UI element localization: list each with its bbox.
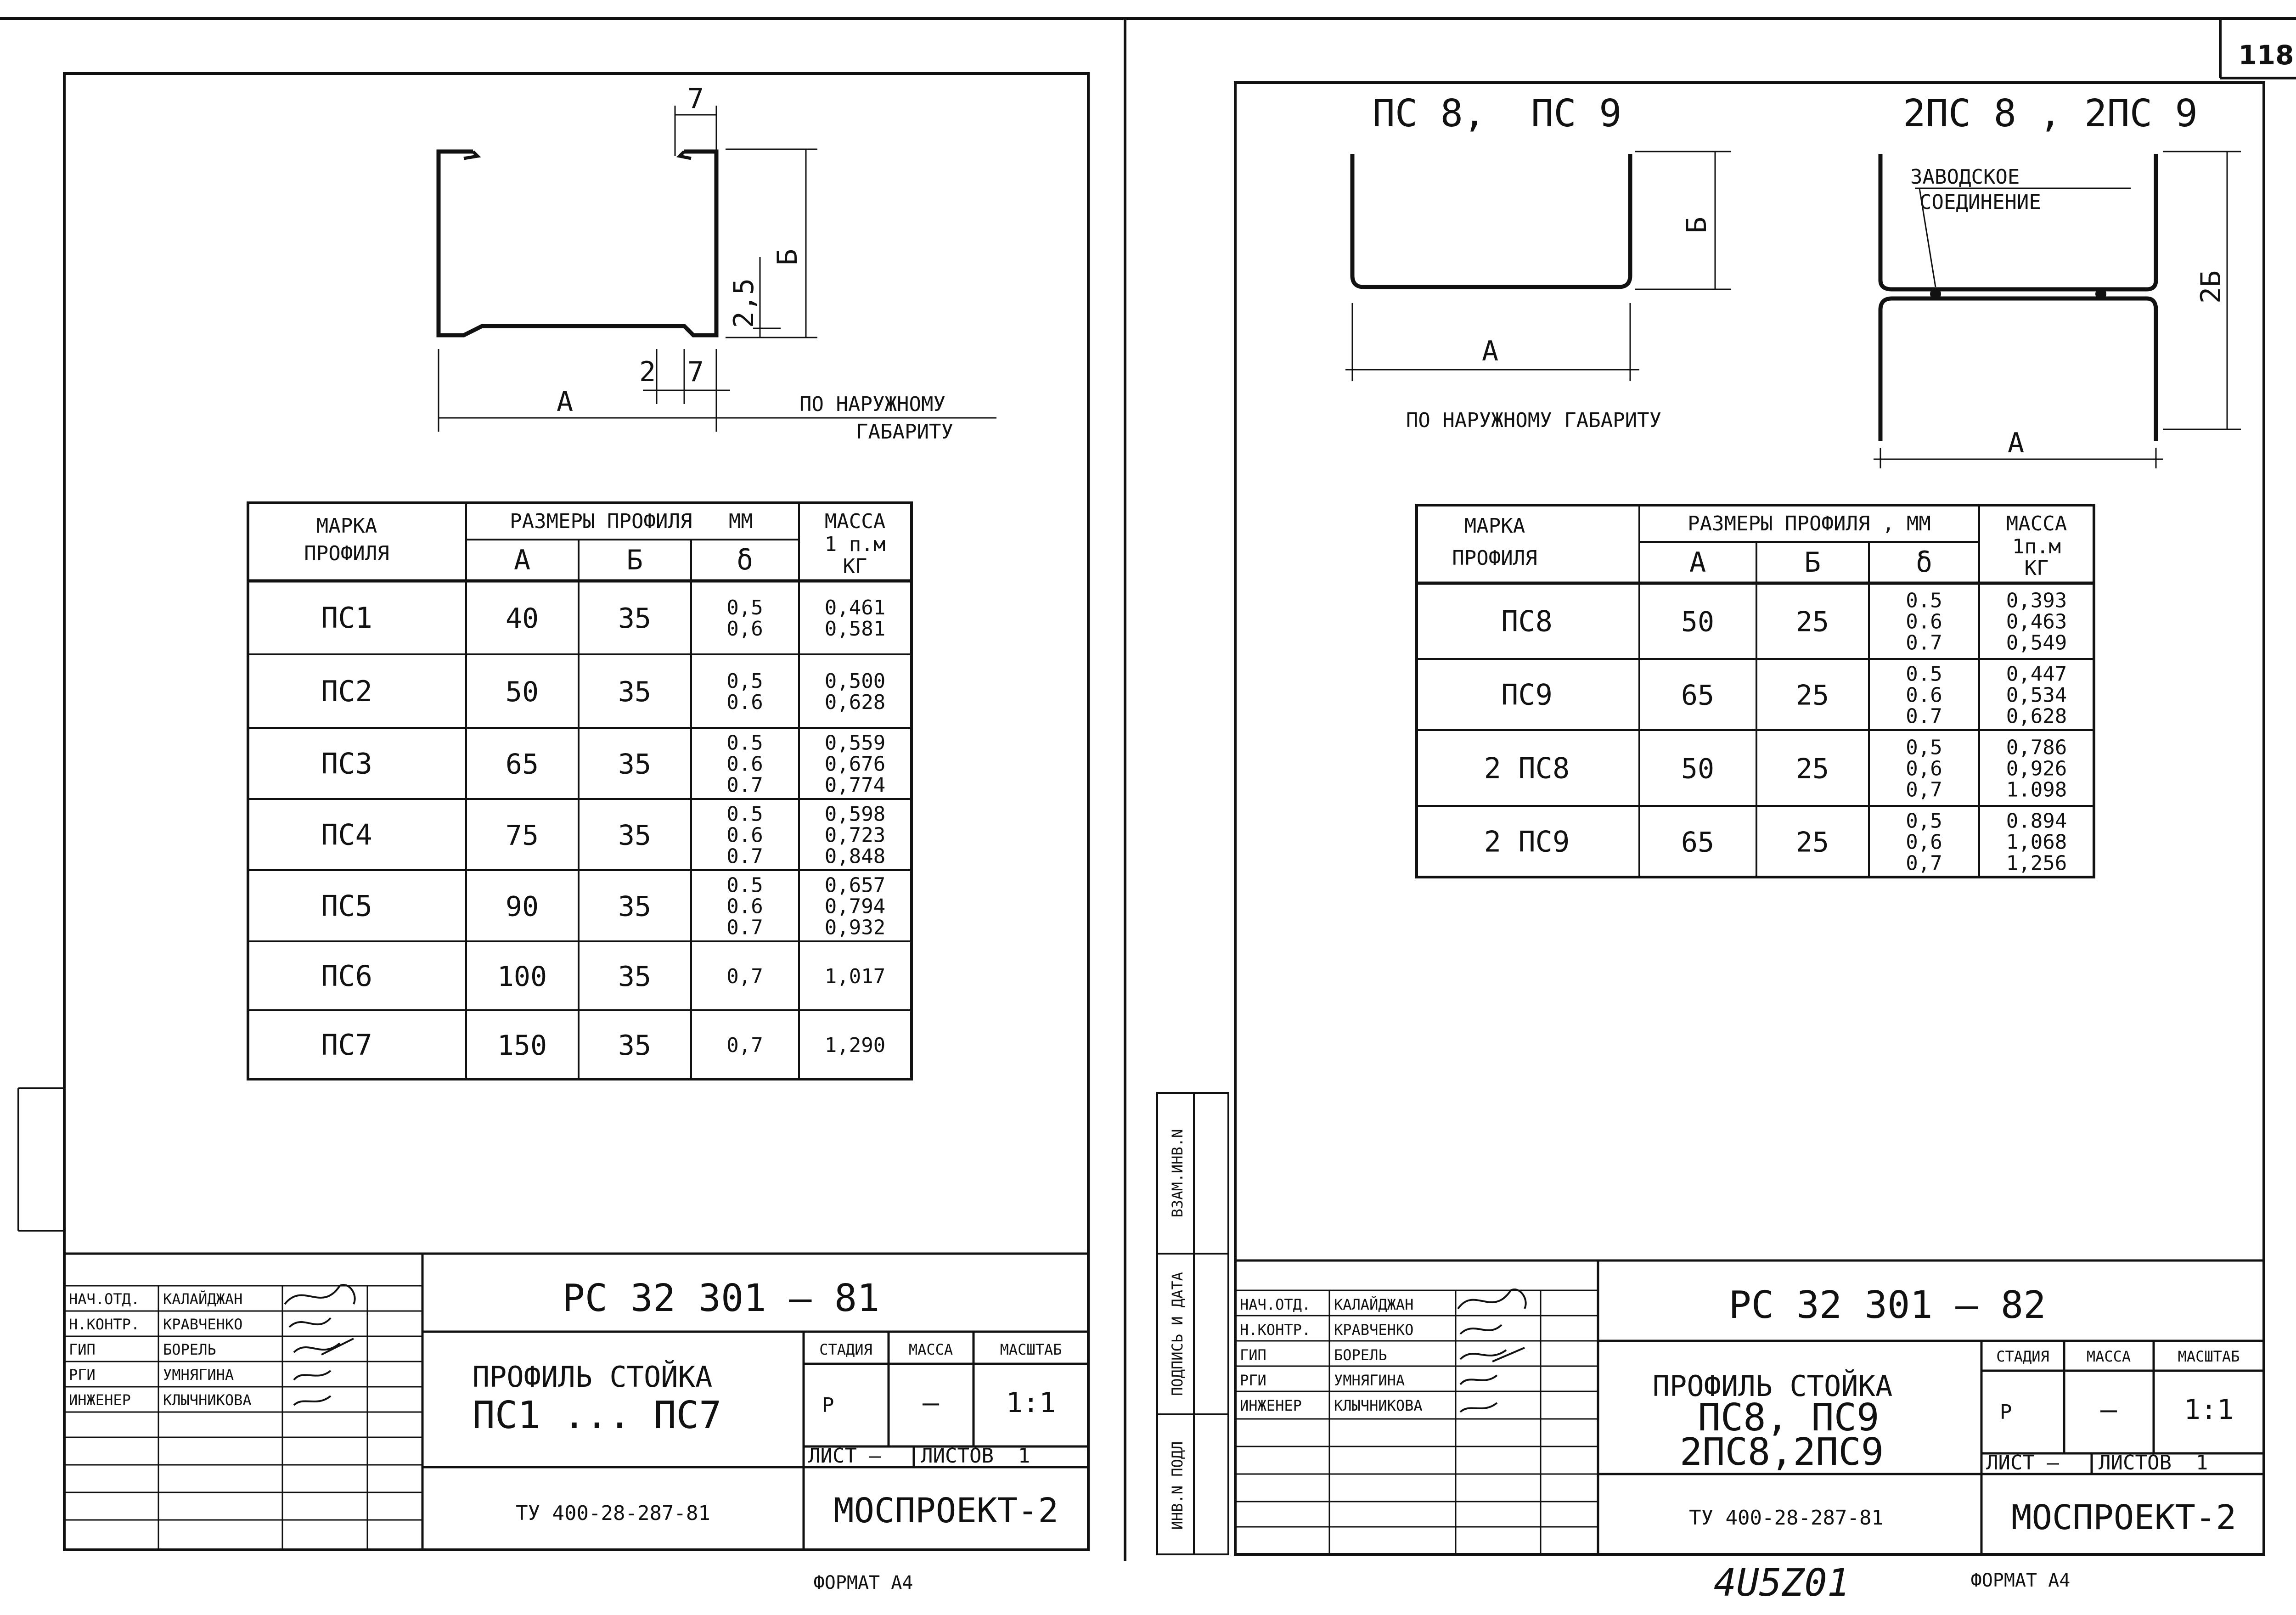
thickness-value: 0.6 [726, 895, 763, 918]
lower-channel [1880, 298, 2156, 441]
mass-value: 0,500 [824, 670, 886, 693]
dimension-a: 65 [1681, 826, 1715, 859]
profile-mark: ПС1 [321, 601, 372, 635]
left-profile-table [248, 503, 912, 1079]
mass-value: 0,447 [2006, 662, 2067, 686]
left-sheet [18, 73, 1088, 1593]
mass-value: 0,786 [2006, 736, 2067, 760]
thickness-value: 0.6 [726, 823, 763, 847]
organization: МОСПРОЕКТ-2 [833, 1491, 1059, 1531]
thickness-value: 0.7 [726, 844, 763, 868]
thickness-value: 0.6 [1906, 683, 1942, 707]
dim-bottom-b-label: 7 [687, 356, 704, 388]
profile-mark: ПС2 [321, 675, 372, 708]
mass-label: МАССА [908, 1341, 953, 1358]
dimension-a: 90 [505, 890, 539, 923]
thickness-value: 0,6 [1906, 830, 1942, 854]
organization: МОСПРОЕКТ-2 [2011, 1498, 2237, 1537]
sheet-title-2: ПС8, ПС9 [1698, 1396, 1880, 1440]
stage-label: СТАДИЯ [1996, 1348, 2049, 1365]
thickness-value: 0.6 [726, 752, 763, 776]
dim-top-label: 7 [687, 83, 704, 115]
mass-value: 0,794 [824, 895, 886, 918]
side-stamp-3: ВЗАМ.ИНВ.N [1169, 1129, 1186, 1218]
profile-mark: ПС4 [321, 818, 372, 852]
header-mass-3: КГ [2024, 557, 2049, 580]
thickness-value: 0.5 [726, 873, 763, 897]
person-name: КРАВЧЕНКО [1334, 1321, 1414, 1339]
dimension-b: 25 [1795, 753, 1829, 785]
header-mass-2: 1 п.м [824, 533, 886, 556]
header-mark-1: МАРКА [316, 514, 377, 538]
left-title-block [64, 1254, 1088, 1550]
thickness-value: 0,5 [1906, 736, 1942, 760]
sheet-title-1: ПРОФИЛЬ СТОЙКА [472, 1360, 713, 1394]
role-label: РГИ [1240, 1372, 1266, 1389]
left-profile-drawing [439, 83, 996, 444]
dimension-a: 50 [505, 676, 539, 708]
signature-rows [1240, 1296, 1423, 1414]
header-delta: δ [1915, 546, 1933, 579]
dim-width-label: А [556, 386, 574, 418]
thickness-value: 0.5 [1906, 589, 1942, 613]
outer-dims-note: ПО НАРУЖНОМУ ГАБАРИТУ [1406, 409, 1662, 432]
header-b: Б [626, 544, 643, 576]
double-dim-height: 2Б [2195, 270, 2227, 304]
mass-value: 0,657 [824, 873, 886, 897]
sheet-title-3: 2ПС8,2ПС9 [1679, 1430, 1884, 1474]
single-profile-label: ПС 8, ПС 9 [1372, 92, 1622, 135]
mass-value: 1,290 [824, 1034, 886, 1057]
header-mark-2: ПРОФИЛЯ [304, 542, 389, 565]
document-code: РС 32 301 — 82 [1728, 1283, 2046, 1327]
double-dim-width: А [2007, 427, 2025, 459]
table-body [321, 596, 885, 1062]
single-dim-height: Б [1681, 216, 1713, 234]
mass-value: 1,068 [2006, 830, 2067, 854]
dimension-b: 35 [618, 819, 652, 852]
role-label: Н.КОНТР. [1240, 1321, 1311, 1339]
header-mass-1: МАССА [2006, 512, 2067, 535]
single-dim-width: А [1481, 335, 1499, 367]
profile-mark: ПС3 [321, 747, 372, 781]
role-label: НАЧ.ОТД. [1240, 1296, 1311, 1313]
weld-point [1930, 288, 1941, 299]
dimension-a: 100 [497, 961, 547, 993]
thickness-value: 0.5 [726, 731, 763, 755]
signature-scribble [289, 1318, 331, 1327]
person-name: КАЛАЙДЖАН [1334, 1296, 1414, 1313]
thickness-value: 0,6 [1906, 757, 1942, 781]
mass-value: 0,774 [824, 773, 886, 797]
header-dims: РАЗМЕРЫ ПРОФИЛЯ , ММ [1688, 512, 1931, 535]
header-a: А [513, 544, 531, 576]
side-stamp-frame [1157, 1093, 1228, 1554]
scale-value: 1:1 [1006, 1387, 1056, 1419]
right-profile-table [1417, 505, 2094, 877]
thickness-value: 0,5 [1906, 809, 1942, 833]
single-profile-outline [1352, 154, 1630, 287]
outer-dims-note-2: ГАБАРИТУ [856, 420, 953, 444]
person-name: УМНЯГИНА [1334, 1372, 1405, 1389]
right-single-profile-drawing [1345, 92, 1731, 432]
thickness-value: 0.6 [726, 691, 763, 714]
mass-value: 0,926 [2006, 757, 2067, 781]
dimension-a: 50 [1681, 753, 1715, 785]
sheet-number: ЛИСТ — [1986, 1451, 2059, 1474]
mass-value: — [922, 1387, 940, 1419]
role-label: ГИП [69, 1341, 96, 1358]
thickness-value: 0,7 [1906, 851, 1942, 875]
dimension-a: 40 [505, 602, 539, 635]
dimension-b: 25 [1795, 679, 1829, 712]
format-label: ФОРМАТ А4 [1970, 1570, 2071, 1591]
mass-value: 0,676 [824, 752, 886, 776]
role-label: ИНЖЕНЕР [69, 1391, 131, 1409]
mass-value: 0.894 [2006, 809, 2067, 833]
page-frame-lines [0, 18, 2296, 1561]
outer-dims-note-1: ПО НАРУЖНОМУ [799, 393, 945, 416]
dimension-a: 150 [497, 1030, 547, 1062]
mass-value: 0,463 [2006, 610, 2067, 634]
stage-value: Р [2000, 1401, 2012, 1424]
mass-value: 0,534 [2006, 683, 2067, 707]
thickness-value: 0.5 [1906, 662, 1942, 686]
format-label: ФОРМАТ А4 [813, 1572, 913, 1593]
signature-scribble [1460, 1325, 1502, 1334]
signature-scribble [1460, 1375, 1497, 1384]
profile-mark: ПС9 [1501, 678, 1553, 712]
tu-reference: ТУ 400-28-287-81 [516, 1502, 710, 1525]
dimension-b: 35 [618, 748, 652, 781]
header-dims: РАЗМЕРЫ ПРОФИЛЯ ММ [510, 510, 753, 533]
dim-lip-label: 2,5 [728, 278, 760, 328]
person-name: КАЛАЙДЖАН [163, 1290, 243, 1308]
profile-mark: ПС7 [321, 1028, 372, 1062]
signature-scribble [1460, 1348, 1525, 1362]
mass-value: 1,256 [2006, 851, 2067, 875]
sheet-number: ЛИСТ — [808, 1444, 881, 1468]
scale-label: МАСШТАБ [2178, 1348, 2240, 1365]
mass-value: 0,628 [824, 691, 886, 714]
thickness-value: 0,7 [1906, 778, 1942, 802]
dim-bottom-a-label: 2 [639, 356, 656, 388]
dimension-b: 35 [618, 602, 652, 635]
dim-height-label: Б [771, 248, 804, 266]
mass-value: 0,932 [824, 916, 886, 940]
mass-value: 0,581 [824, 617, 886, 641]
thickness-value: 0.6 [1906, 610, 1942, 634]
mass-value: 0,559 [824, 731, 886, 755]
handwritten-note: 4U5Z01 [1713, 1561, 1850, 1605]
dimension-b: 25 [1795, 826, 1829, 859]
thickness-value: 0.7 [1906, 704, 1942, 728]
mass-value: 0,549 [2006, 631, 2067, 655]
mass-label: МАССА [2086, 1348, 2131, 1365]
role-label: ИНЖЕНЕР [1240, 1397, 1302, 1414]
signature-scribble [294, 1396, 331, 1405]
header-mark-2: ПРОФИЛЯ [1452, 546, 1537, 570]
mass-value: 1,017 [824, 965, 886, 988]
sheet-title-1: ПРОФИЛЬ СТОЙКА [1652, 1369, 1893, 1403]
document-code: РС 32 301 — 81 [562, 1277, 880, 1320]
header-mass-1: МАССА [824, 510, 886, 533]
header-b: Б [1804, 546, 1821, 579]
dimension-a: 65 [505, 748, 539, 781]
thickness-value: 0.7 [726, 773, 763, 797]
dimension-a: 75 [505, 819, 539, 852]
person-name: КРАВЧЕНКО [163, 1316, 243, 1333]
mass-value: 0,723 [824, 823, 886, 847]
mass-value: 0,598 [824, 802, 886, 826]
header-mass-2: 1п.м [2012, 535, 2061, 558]
dimension-b: 35 [618, 676, 652, 708]
signature-scribble [1460, 1403, 1497, 1412]
header-mass-3: КГ [843, 555, 867, 578]
mass-value: 0,393 [2006, 589, 2067, 613]
profile-outline [439, 152, 716, 335]
header-a: А [1689, 546, 1706, 579]
role-label: Н.КОНТР. [69, 1316, 140, 1333]
thickness-value: 0,5 [726, 670, 763, 693]
mass-value: 1.098 [2006, 778, 2067, 802]
mass-value: 0,628 [2006, 704, 2067, 728]
profile-mark: 2 ПС8 [1484, 751, 1570, 785]
factory-joint-note-1: ЗАВОДСКОЕ [1910, 165, 2020, 189]
weld-point [2095, 288, 2106, 299]
dimension-a: 50 [1681, 606, 1715, 638]
thickness-value: 0.7 [726, 916, 763, 940]
right-sheet [1157, 83, 2264, 1605]
header-delta: δ [736, 544, 754, 576]
sheets-total: ЛИСТОВ 1 [921, 1444, 1030, 1468]
dimension-b: 35 [618, 1030, 652, 1062]
side-stamp-2: ПОДПИСЬ И ДАТА [1169, 1272, 1186, 1396]
dimension-a: 65 [1681, 679, 1715, 712]
dimension-b: 35 [618, 961, 652, 993]
profile-mark: ПС6 [321, 959, 372, 993]
sheet-title-2: ПС1 ... ПС7 [472, 1394, 722, 1437]
right-title-block [1235, 1260, 2264, 1554]
role-label: НАЧ.ОТД. [69, 1290, 140, 1308]
dimension-b: 25 [1795, 606, 1829, 638]
double-profile-label: 2ПС 8 , 2ПС 9 [1903, 92, 2198, 135]
role-label: РГИ [69, 1366, 96, 1384]
profile-mark: 2 ПС9 [1484, 825, 1570, 859]
thickness-value: 0,5 [726, 596, 763, 619]
factory-joint-note-2: СОЕДИНЕНИЕ [1919, 191, 2041, 214]
profile-mark: ПС8 [1501, 604, 1553, 638]
thickness-value: 0.7 [1906, 631, 1942, 655]
mass-value: — [2100, 1394, 2117, 1426]
profile-mark: ПС5 [321, 889, 372, 923]
stage-label: СТАДИЯ [819, 1341, 872, 1358]
tu-reference: ТУ 400-28-287-81 [1689, 1506, 1884, 1530]
person-name: КЛЫЧНИКОВА [163, 1391, 252, 1409]
scale-label: МАСШТАБ [1000, 1341, 1062, 1358]
signature-scribble [294, 1339, 354, 1355]
thickness-value: 0,6 [726, 617, 763, 641]
dimension-b: 35 [618, 890, 652, 923]
mass-value: 0,461 [824, 596, 886, 619]
sheets-total: ЛИСТОВ 1 [2099, 1451, 2208, 1474]
left-margin-strip [18, 1088, 64, 1231]
signature-rows [69, 1290, 252, 1409]
signature-scribble [294, 1371, 331, 1380]
role-label: ГИП [1240, 1346, 1266, 1364]
person-name: БОРЕЛЬ [163, 1341, 216, 1358]
person-name: КЛЫЧНИКОВА [1334, 1397, 1423, 1414]
mass-value: 0,848 [824, 844, 886, 868]
thickness-value: 0,7 [726, 1034, 763, 1057]
scale-value: 1:1 [2183, 1394, 2234, 1426]
signature-scribble [1458, 1289, 1526, 1309]
person-name: БОРЕЛЬ [1334, 1346, 1387, 1364]
signature-scribble [285, 1285, 355, 1304]
side-stamp-1: ИНВ.N ПОДЛ [1169, 1441, 1186, 1530]
thickness-value: 0,7 [726, 965, 763, 988]
person-name: УМНЯГИНА [163, 1366, 234, 1384]
header-mark-1: МАРКА [1464, 514, 1525, 538]
thickness-value: 0.5 [726, 802, 763, 826]
stage-value: Р [822, 1394, 834, 1417]
right-double-profile-drawing [1874, 92, 2241, 468]
page-number: 118 [2238, 39, 2294, 71]
